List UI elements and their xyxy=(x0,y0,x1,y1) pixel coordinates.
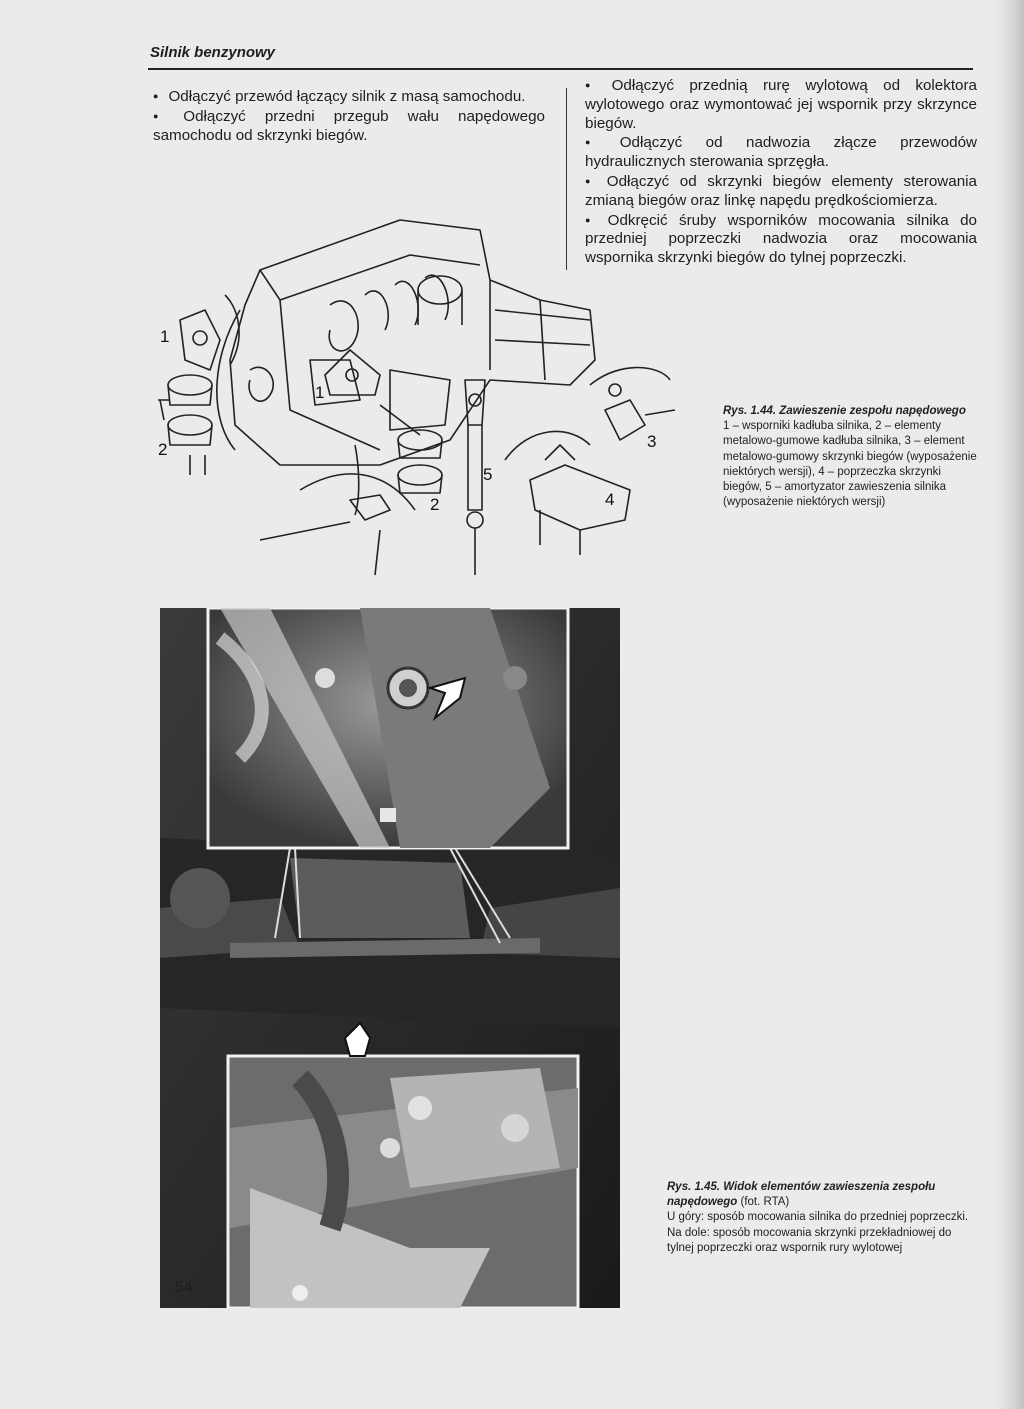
bullet-item: ● Odłączyć od skrzynki biegów elementy sterowania zmianą biegów oraz linkę napędu prędkościomierza. xyxy=(585,172,977,211)
figure-145-caption xyxy=(667,1180,979,1256)
callout-1: 1 xyxy=(315,383,325,402)
caption-body: U góry: sposób mocowania silnika do przedniej poprzeczki. Na dole: sposób mocowania skrzynki przekładniowej do tylnej poprzeczki oraz wspornik rury wylotowej xyxy=(667,1211,969,1254)
caption-title: Rys. 1.45. Widok elementów zawieszenia zespołu napędowego xyxy=(667,1181,936,1209)
suspension-photos xyxy=(160,608,620,1308)
bullet-item: ● Odłączyć od nadwozia złącze przewodów hydraulicznych sterowania sprzęgła. xyxy=(585,133,977,172)
running-header: Silnik benzynowy xyxy=(150,44,276,61)
callout-4: 4 xyxy=(605,490,615,509)
caption-body: 1 – wsporniki kadłuba silnika, 2 – elementy metalowo-gumowe kadłuba silnika, 3 – element metalowo-gumowy skrzynki biegów (wyposażenie niektórych wersji), 4 – poprzeczka skrzynki biegów, 5 – amortyzator zawieszenia silnika (wyposażenie niektórych wersji) xyxy=(723,420,977,509)
engine-mount-diagram xyxy=(150,210,690,590)
shock-absorber-drawing xyxy=(465,380,485,575)
figure-144-caption xyxy=(723,404,978,510)
arc-indicators xyxy=(217,310,670,515)
bullet-item: ● Odłączyć przewód łączący silnik z masą samochodu. xyxy=(153,87,545,107)
gearbox-mount-drawing xyxy=(530,384,675,555)
callout-2: 2 xyxy=(430,495,440,514)
left-mount-drawing xyxy=(158,295,239,475)
engine-block-drawing xyxy=(230,220,595,465)
bottom-inset-photo xyxy=(228,1023,578,1308)
page-edge-shadow xyxy=(994,0,1024,1409)
left-column xyxy=(153,87,545,145)
callout-5: 5 xyxy=(483,465,493,484)
bullet-item: ● Odłączyć przednią rurę wylotową od kolektora wylotowego oraz wymontować jej wspornik przy skrzynce biegów. xyxy=(585,76,977,133)
bullet-item: ● Odkręcić śruby wsporników mocowania silnika do przedniej poprzeczki nadwozia oraz mocowania wspornika skrzynki biegów do tylnej poprzeczki. xyxy=(585,211,977,268)
page-number: 54 xyxy=(175,1279,193,1296)
caption-title: Rys. 1.44. Zawieszenie zespołu napędowego xyxy=(723,405,966,417)
top-inset-photo xyxy=(208,608,568,848)
callout-1: 1 xyxy=(160,327,170,346)
bullet-item: ● Odłączyć przedni przegub wału napędowego samochodu od skrzynki biegów. xyxy=(153,107,545,146)
caption-credit: (fot. RTA) xyxy=(740,1196,790,1209)
callout-3: 3 xyxy=(647,432,657,451)
callout-2: 2 xyxy=(158,440,168,459)
header-rule xyxy=(148,68,973,70)
